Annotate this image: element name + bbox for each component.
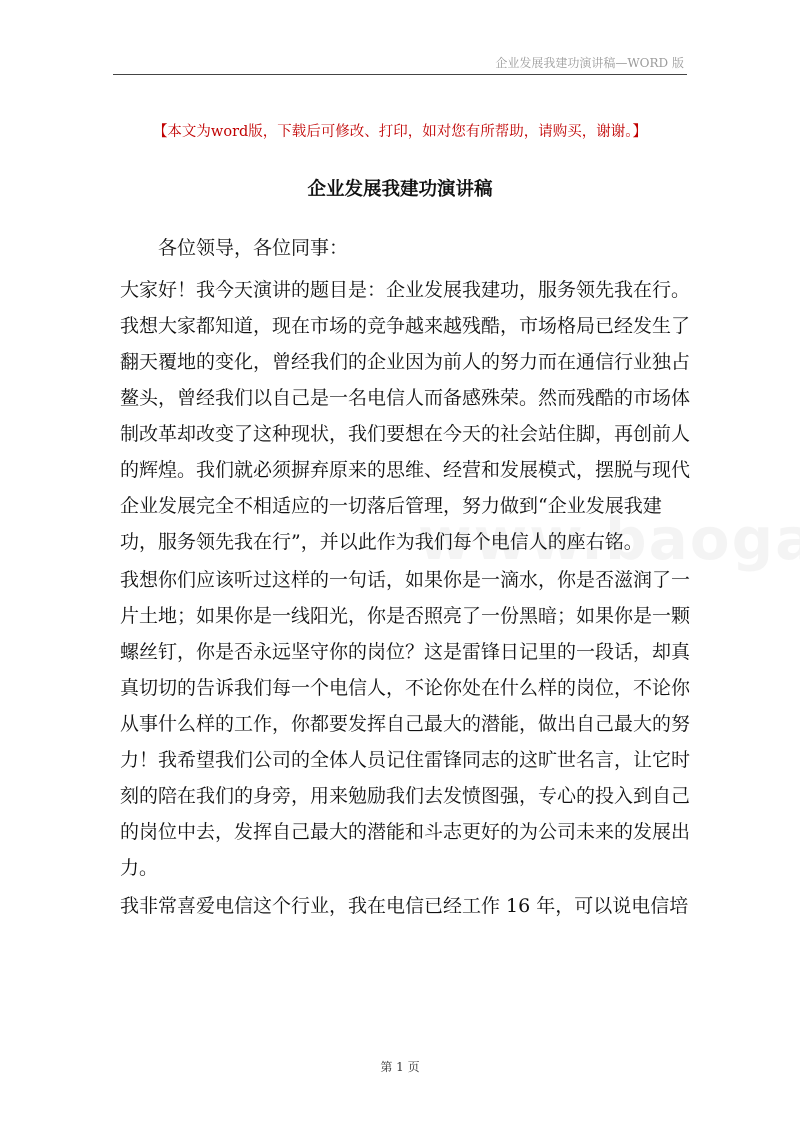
- body-paragraph-2: 我想你们应该听过这样的一句话，如果你是一滴水，你是否滋润了一片土地；如果你是一线阳光，你是否照亮了一份黑暗；如果你是一颗螺丝钉，你是否永远坚守你的岗位？这是雷锋日记里的一段话，却真真切切的告诉我们每一个电信人，不论你处在什么样的岗位，不论你从事什么样的工作，你都要发挥自己最大的潜能，做出自己最大的努力！我希望我们公司的全体人员记住雷锋同志的这旷世名言，让它时刻的陪在我们的身旁，用来勉励我们去发愤图强，专心的投入到自己的岗位中去，发挥自己最大的潜能和斗志更好的为公司未来的发展出力。: [120, 569, 691, 879]
- document-body: [120, 230, 690, 924]
- header-divider: [113, 74, 687, 75]
- document-title: 企业发展我建功演讲稿: [307, 179, 493, 200]
- greeting-line: 各位领导，各位同事：: [158, 237, 349, 259]
- running-header: 企业发展我建功演讲稿—WORD 版: [495, 56, 684, 70]
- body-paragraph-3: 我非常喜爱电信这个行业，我在电信已经工作 16 年，可以说电信培: [120, 895, 689, 917]
- purchase-notice: 【本文为word版，下载后可修改、打印，如对您有所帮助，请购买，谢谢。】: [152, 124, 648, 140]
- page-number: 第 1 页: [380, 1060, 420, 1074]
- body-paragraph-1: 大家好！我今天演讲的题目是：企业发展我建功，服务领先我在行。我想大家都知道，现在市场的竞争越来越残酷，市场格局已经发生了翻天覆地的变化，曾经我们的企业因为前人的努力而在通信行业独占鳌头，曾经我们以自己是一名电信人而备感殊荣。然而残酷的市场体制改革却改变了这种现状，我们要想在今天的社会站住脚，再创前人的辉煌。我们就必须摒弃原来的思维、经营和发展模式，摆脱与现代企业发展完全不相适应的一切落后管理，努力做到“企业发展我建功，服务领先我在行”，并以此作为我们每个电信人的座右铭。: [120, 279, 691, 553]
